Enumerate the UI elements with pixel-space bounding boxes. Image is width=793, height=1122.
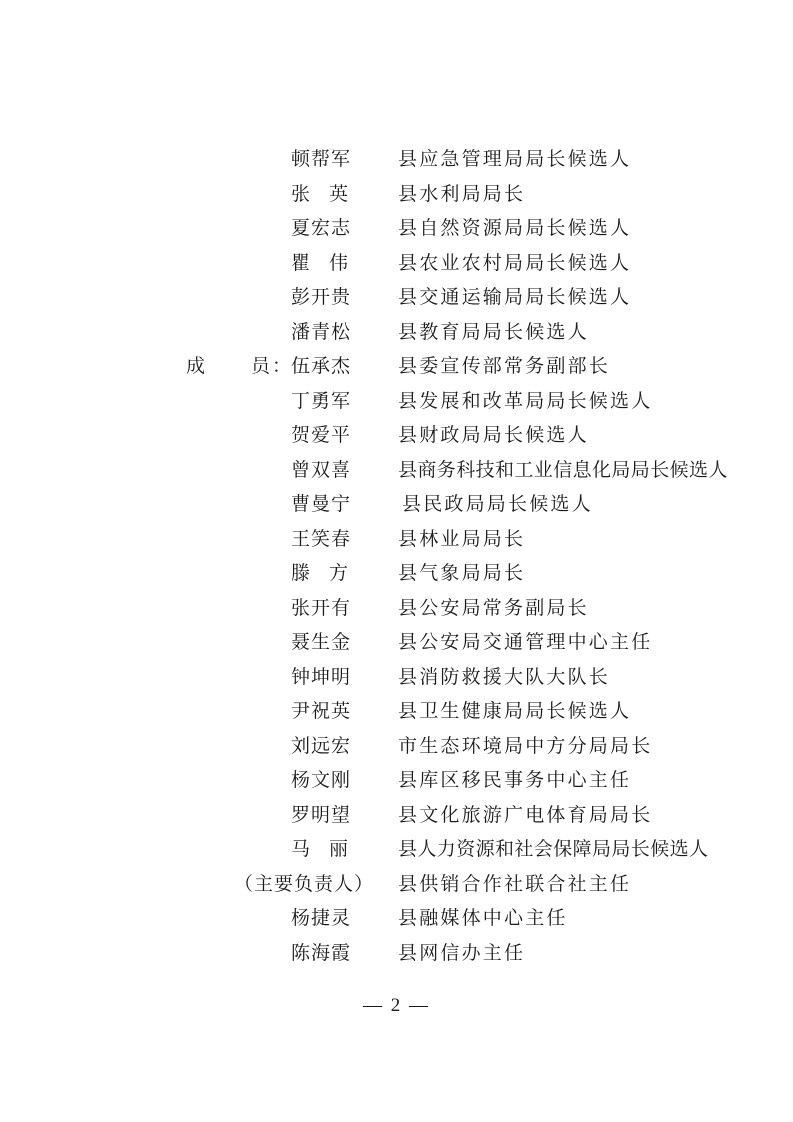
member-title: 县商务科技和工业信息化局局长候选人 bbox=[398, 458, 728, 481]
member-title: 县农业农村局局长候选人 bbox=[398, 251, 632, 274]
list-item bbox=[0, 591, 793, 626]
member-title: 县公安局常务副局长 bbox=[398, 596, 589, 619]
member-title: 县卫生健康局局长候选人 bbox=[398, 700, 632, 722]
member-name: 钟坤明 bbox=[291, 665, 352, 688]
list-item bbox=[0, 556, 793, 591]
member-title: 县气象局局长 bbox=[398, 562, 526, 584]
list-item bbox=[0, 315, 793, 350]
role-label-first: 成 bbox=[186, 355, 208, 377]
member-name: （主要负责人） bbox=[234, 872, 375, 895]
member-name: 马 丽 bbox=[291, 838, 349, 860]
member-title: 县网信办主任 bbox=[398, 941, 526, 964]
member-title: 县委宣传部常务副部长 bbox=[398, 355, 611, 377]
member-name: 聂生金 bbox=[291, 631, 352, 653]
member-name: 张开有 bbox=[291, 596, 352, 619]
list-item bbox=[0, 349, 793, 384]
member-title: 县交通运输局局长候选人 bbox=[398, 286, 632, 308]
list-item bbox=[0, 660, 793, 695]
member-name: 罗明望 bbox=[291, 803, 352, 826]
member-title: 县文化旅游广电体育局局长 bbox=[398, 803, 653, 826]
member-name: 丁勇军 bbox=[291, 389, 352, 412]
member-list bbox=[0, 142, 793, 970]
member-name: 张 英 bbox=[291, 182, 349, 205]
list-item bbox=[0, 867, 793, 902]
member-name: 尹祝英 bbox=[291, 700, 352, 722]
page-number: — 2 — bbox=[363, 995, 430, 1016]
member-title: 县融媒体中心主任 bbox=[398, 907, 568, 929]
list-item bbox=[0, 142, 793, 177]
member-title: 县水利局局长 bbox=[398, 182, 526, 205]
member-name: 陈海霞 bbox=[291, 941, 352, 964]
list-item bbox=[0, 901, 793, 936]
member-name: 夏宏志 bbox=[291, 217, 352, 239]
member-name: 潘青松 bbox=[291, 320, 352, 343]
list-item bbox=[0, 246, 793, 281]
member-title: 县民政局局长候选人 bbox=[402, 493, 593, 515]
member-name: 王笑春 bbox=[291, 527, 352, 550]
list-item bbox=[0, 453, 793, 488]
list-item bbox=[0, 729, 793, 764]
role-label bbox=[186, 349, 294, 384]
member-title: 县自然资源局局长候选人 bbox=[398, 217, 632, 239]
member-name: 彭开贵 bbox=[291, 286, 352, 308]
member-name: 贺爱平 bbox=[291, 424, 352, 446]
member-title: 县财政局局长候选人 bbox=[398, 424, 589, 446]
member-name: 瞿 伟 bbox=[291, 251, 349, 274]
role-label-second: 员： bbox=[251, 355, 294, 377]
list-item bbox=[0, 487, 793, 522]
member-title: 县库区移民事务中心主任 bbox=[398, 769, 632, 791]
member-name: 曾双喜 bbox=[291, 458, 352, 481]
member-title: 县林业局局长 bbox=[398, 527, 526, 550]
member-title: 县人力资源和社会保障局局长候选人 bbox=[398, 838, 709, 860]
list-item bbox=[0, 522, 793, 557]
member-name: 顿帮军 bbox=[291, 148, 352, 170]
member-title: 县供销合作社联合社主任 bbox=[398, 872, 632, 895]
member-title: 县应急管理局局长候选人 bbox=[398, 148, 632, 170]
member-name: 杨捷灵 bbox=[291, 907, 352, 929]
member-title: 市生态环境局中方分局局长 bbox=[398, 734, 653, 757]
member-title: 县消防救援大队大队长 bbox=[398, 665, 611, 688]
member-name: 伍承杰 bbox=[291, 355, 352, 377]
list-item bbox=[0, 177, 793, 212]
list-item bbox=[0, 280, 793, 315]
list-item bbox=[0, 936, 793, 971]
member-name: 滕 方 bbox=[291, 562, 349, 584]
member-title: 县教育局局长候选人 bbox=[398, 320, 589, 343]
member-name: 曹曼宁 bbox=[291, 493, 352, 515]
list-item bbox=[0, 832, 793, 867]
list-item bbox=[0, 763, 793, 798]
member-title: 县发展和改革局局长候选人 bbox=[398, 389, 653, 412]
member-name: 杨文刚 bbox=[291, 769, 352, 791]
list-item bbox=[0, 211, 793, 246]
list-item bbox=[0, 798, 793, 833]
list-item bbox=[0, 384, 793, 419]
list-item bbox=[0, 625, 793, 660]
list-item bbox=[0, 694, 793, 729]
list-item bbox=[0, 418, 793, 453]
member-title: 县公安局交通管理中心主任 bbox=[398, 631, 653, 653]
member-name: 刘远宏 bbox=[291, 734, 352, 757]
